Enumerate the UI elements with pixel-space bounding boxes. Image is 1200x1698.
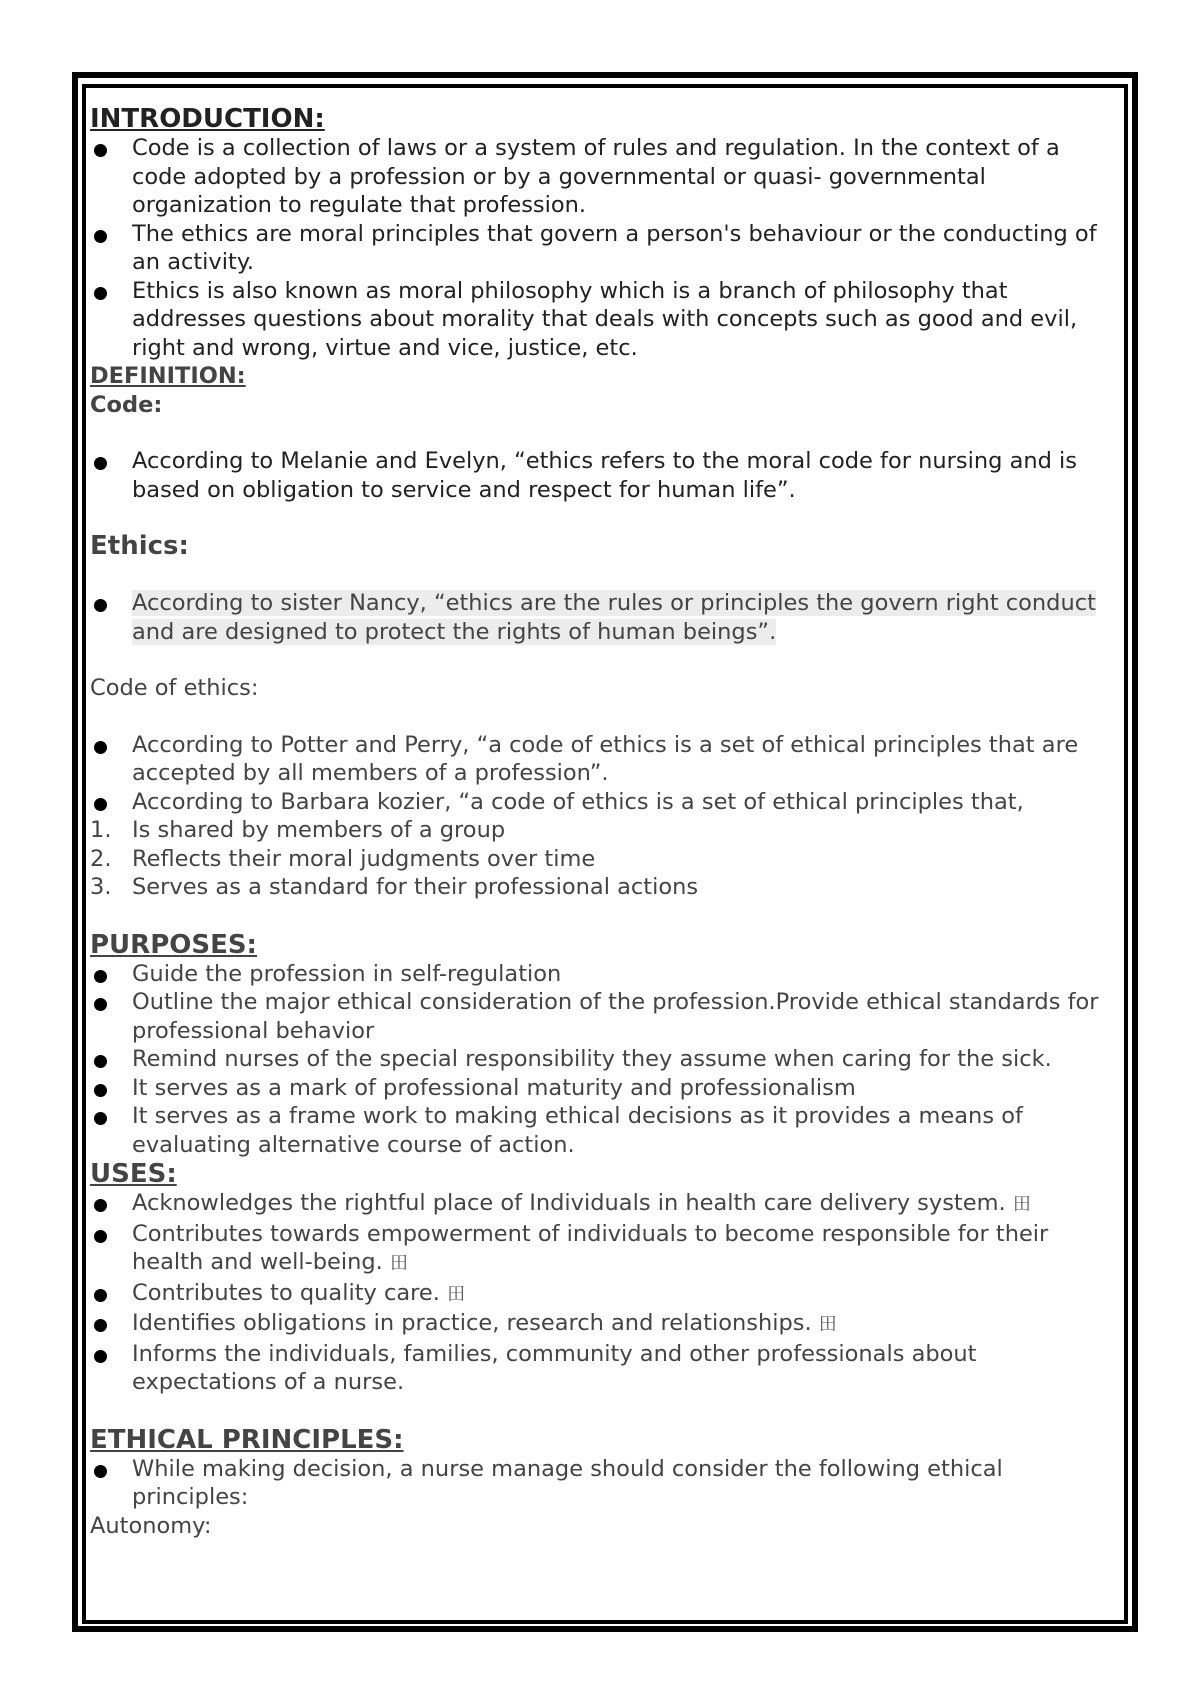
code-definition-list	[90, 447, 1120, 504]
placeholder-glyph-icon: 田	[818, 1314, 837, 1335]
definition-heading: DEFINITION:	[90, 363, 246, 389]
autonomy-label: Autonomy:	[90, 1512, 212, 1539]
list-item: Ethics is also known as moral philosophy which is a branch of philosophy that addresses questions about morality that deals with concepts such as good and evil, right and wrong, virtue and vice, justice, etc.	[90, 277, 1120, 363]
list-item: Code is a collection of laws or a system of rules and regulation. In the context of a code adopted by a profession or by a governmental or quasi- governmental organization to regulate that profession.	[90, 134, 1120, 220]
ethics-definition-text: According to sister Nancy, “ethics are the rules or principles the govern right conduct and are designed to protect the rights of human beings”.	[132, 590, 1096, 645]
item-text: Serves as a standard for their professional actions	[132, 874, 699, 900]
item-number: 1.	[90, 817, 112, 843]
purposes-list	[90, 960, 1120, 1160]
placeholder-glyph-icon: 田	[389, 1253, 408, 1274]
numbered-list	[90, 816, 1120, 902]
list-item: The ethics are moral principles that govern a person's behaviour or the conducting of an activity.	[90, 220, 1120, 277]
code-of-ethics-list	[90, 731, 1120, 817]
ethics-definition-list	[90, 589, 1120, 646]
list-item: Outline the major ethical consideration of the profession.Provide ethical standards for professional behavior	[90, 988, 1120, 1045]
list-item: Informs the individuals, families, community and other professionals about expectations of a nurse.	[90, 1340, 1120, 1397]
item-number: 2.	[90, 845, 112, 872]
numbered-item	[90, 845, 1120, 874]
document-content	[90, 104, 1120, 1540]
list-item: According to Potter and Perry, “a code of ethics is a set of ethical principles that are accepted by all members of a profession”.	[90, 731, 1120, 788]
list-item	[90, 1309, 1120, 1340]
placeholder-glyph-icon: 田	[1012, 1194, 1031, 1215]
placeholder-glyph-icon: 田	[447, 1283, 466, 1305]
list-item: According to Barbara kozier, “a code of ethics is a set of ethical principles that,	[90, 788, 1120, 817]
ethics-label: Ethics:	[90, 531, 189, 561]
list-item	[90, 1189, 1120, 1220]
list-item: According to Melanie and Evelyn, “ethics refers to the moral code for nursing and is based on obligation to service and respect for human life”.	[90, 447, 1120, 504]
ethical-principles-list	[90, 1455, 1120, 1512]
list-item: Guide the profession in self-regulation	[90, 960, 1120, 989]
ethical-principles-heading: ETHICAL PRINCIPLES:	[90, 1424, 404, 1455]
code-of-ethics-label: Code of ethics:	[90, 675, 259, 701]
item-text: Identifies obligations in practice, research and relationships.	[132, 1310, 812, 1336]
item-text: Reflects their moral judgments over time	[132, 845, 596, 872]
list-item	[90, 1279, 1120, 1310]
item-number: 3.	[90, 874, 112, 900]
numbered-item	[90, 816, 1120, 845]
purposes-heading: PURPOSES:	[90, 929, 257, 960]
list-item: Remind nurses of the special responsibility they assume when caring for the sick.	[90, 1045, 1120, 1074]
introduction-list	[90, 134, 1120, 362]
list-item: While making decision, a nurse manage should consider the following ethical principles:	[90, 1455, 1120, 1512]
uses-heading: USES:	[90, 1159, 177, 1189]
code-label: Code:	[90, 391, 163, 418]
item-text: Acknowledges the rightful place of Individuals in health care delivery system.	[132, 1190, 1006, 1216]
numbered-item	[90, 873, 1120, 902]
list-item: It serves as a frame work to making ethical decisions as it provides a means of evaluating alternative course of action.	[90, 1102, 1120, 1159]
introduction-heading: INTRODUCTION:	[90, 104, 325, 134]
item-text: Contributes towards empowerment of individuals to become responsible for their health and well-being.	[132, 1220, 1049, 1275]
item-text: Is shared by members of a group	[132, 817, 506, 843]
list-item	[90, 1220, 1120, 1279]
item-text: Contributes to quality care.	[132, 1279, 440, 1306]
list-item	[90, 589, 1120, 646]
list-item: It serves as a mark of professional maturity and professionalism	[90, 1074, 1120, 1103]
uses-list	[90, 1189, 1120, 1397]
